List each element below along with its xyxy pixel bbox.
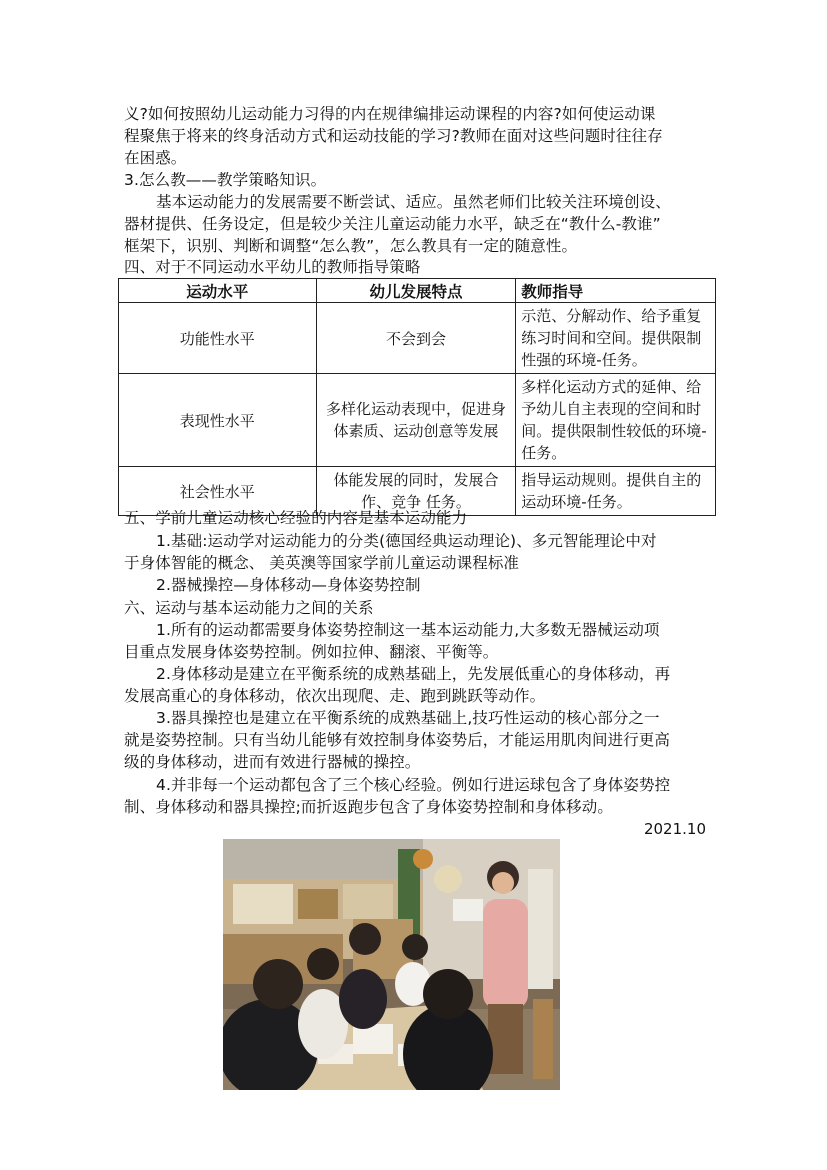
paragraph-line: 义?如何按照幼儿运动能力习得的内在规律编排运动课程的内容?如何使运动课 bbox=[124, 105, 656, 123]
paragraph-line: 2.器械操控—身体移动—身体姿势控制 bbox=[156, 576, 421, 594]
paragraph-line: 级的身体移动，进而有效进行器械的操控。 bbox=[124, 753, 421, 771]
paragraph-line: 程聚焦于将来的终身活动方式和运动技能的学习?教师在面对这些问题时往往存 bbox=[124, 127, 663, 145]
table-cell: 功能性水平 bbox=[119, 303, 317, 374]
section-heading: 六、运动与基本运动能力之间的关系 bbox=[124, 599, 374, 617]
table-cell: 社会性水平 bbox=[119, 467, 317, 516]
document-date: 2021.10 bbox=[643, 820, 706, 838]
table-cell: 不会到会 bbox=[316, 303, 516, 374]
table-header: 运动水平 bbox=[119, 279, 317, 303]
table-cell: 多样化运动表现中，促进身 体素质、运动创意等发展 bbox=[316, 374, 516, 467]
section-heading: 四、对于不同运动水平幼儿的教师指导策略 bbox=[124, 258, 421, 276]
paragraph-line: 3.器具操控也是建立在平衡系统的成熟基础上,技巧性运动的核心部分之一 bbox=[156, 709, 660, 727]
classroom-photo bbox=[223, 839, 560, 1090]
table-cell: 多样化运动方式的延伸、给予幼儿自主表现的空间和时间。提供限制性较低的环境-任务。 bbox=[516, 374, 716, 467]
table-cell: 表现性水平 bbox=[119, 374, 317, 467]
table-row bbox=[119, 374, 716, 467]
paragraph-line: 制、身体移动和器具操控;而折返跑步包含了身体姿势控制和身体移动。 bbox=[124, 798, 613, 816]
paragraph-line: 于身体智能的概念、 美英澳等国家学前儿童运动课程标准 bbox=[124, 554, 520, 572]
subheading: 3.怎么教——教学策略知识。 bbox=[124, 171, 327, 189]
paragraph-line: 在困惑。 bbox=[124, 149, 187, 167]
paragraph-line: 框架下，识别、判断和调整“怎么教”，怎么教具有一定的随意性。 bbox=[124, 237, 578, 255]
table-cell: 指导运动规则。提供自主的运动环境-任务。 bbox=[516, 467, 716, 516]
table-header-row bbox=[119, 279, 716, 303]
section-heading: 五、学前儿童运动核心经验的内容是基本运动能力 bbox=[124, 509, 468, 527]
paragraph-line: 1.所有的运动都需要身体姿势控制这一基本运动能力,大多数无器械运动项 bbox=[156, 621, 660, 639]
strategy-table bbox=[118, 278, 716, 516]
table-cell: 体能发展的同时，发展合作、竞争 任务。 bbox=[316, 467, 516, 516]
paragraph-line: 发展高重心的身体移动，依次出现爬、走、跑到跳跃等动作。 bbox=[124, 687, 546, 705]
table-header: 幼儿发展特点 bbox=[316, 279, 516, 303]
paragraph-line: 1.基础:运动学对运动能力的分类(德国经典运动理论)、多元智能理论中对 bbox=[156, 532, 657, 550]
paragraph-line: 目重点发展身体姿势控制。例如拉伸、翻滚、平衡等。 bbox=[124, 643, 499, 661]
table-row bbox=[119, 303, 716, 374]
paragraph-line: 基本运动能力的发展需要不断尝试、适应。虽然老师们比较关注环境创设、 bbox=[156, 193, 671, 211]
table-header: 教师指导 bbox=[516, 279, 716, 303]
paragraph-line: 就是姿势控制。只有当幼儿能够有效控制身体姿势后，才能运用肌肉间进行更高 bbox=[124, 731, 671, 749]
table-cell: 示范、分解动作、给予重复练习时间和空间。提供限制性强的环境-任务。 bbox=[516, 303, 716, 374]
paragraph-line: 4.并非每一个运动都包含了三个核心经验。例如行进运球包含了身体姿势控 bbox=[156, 776, 671, 794]
paragraph-line: 器材提供、任务设定，但是较少关注儿童运动能力水平，缺乏在“教什么-教谁” bbox=[124, 215, 661, 233]
paragraph-line: 2.身体移动是建立在平衡系统的成熟基础上，先发展低重心的身体移动，再 bbox=[156, 665, 671, 683]
